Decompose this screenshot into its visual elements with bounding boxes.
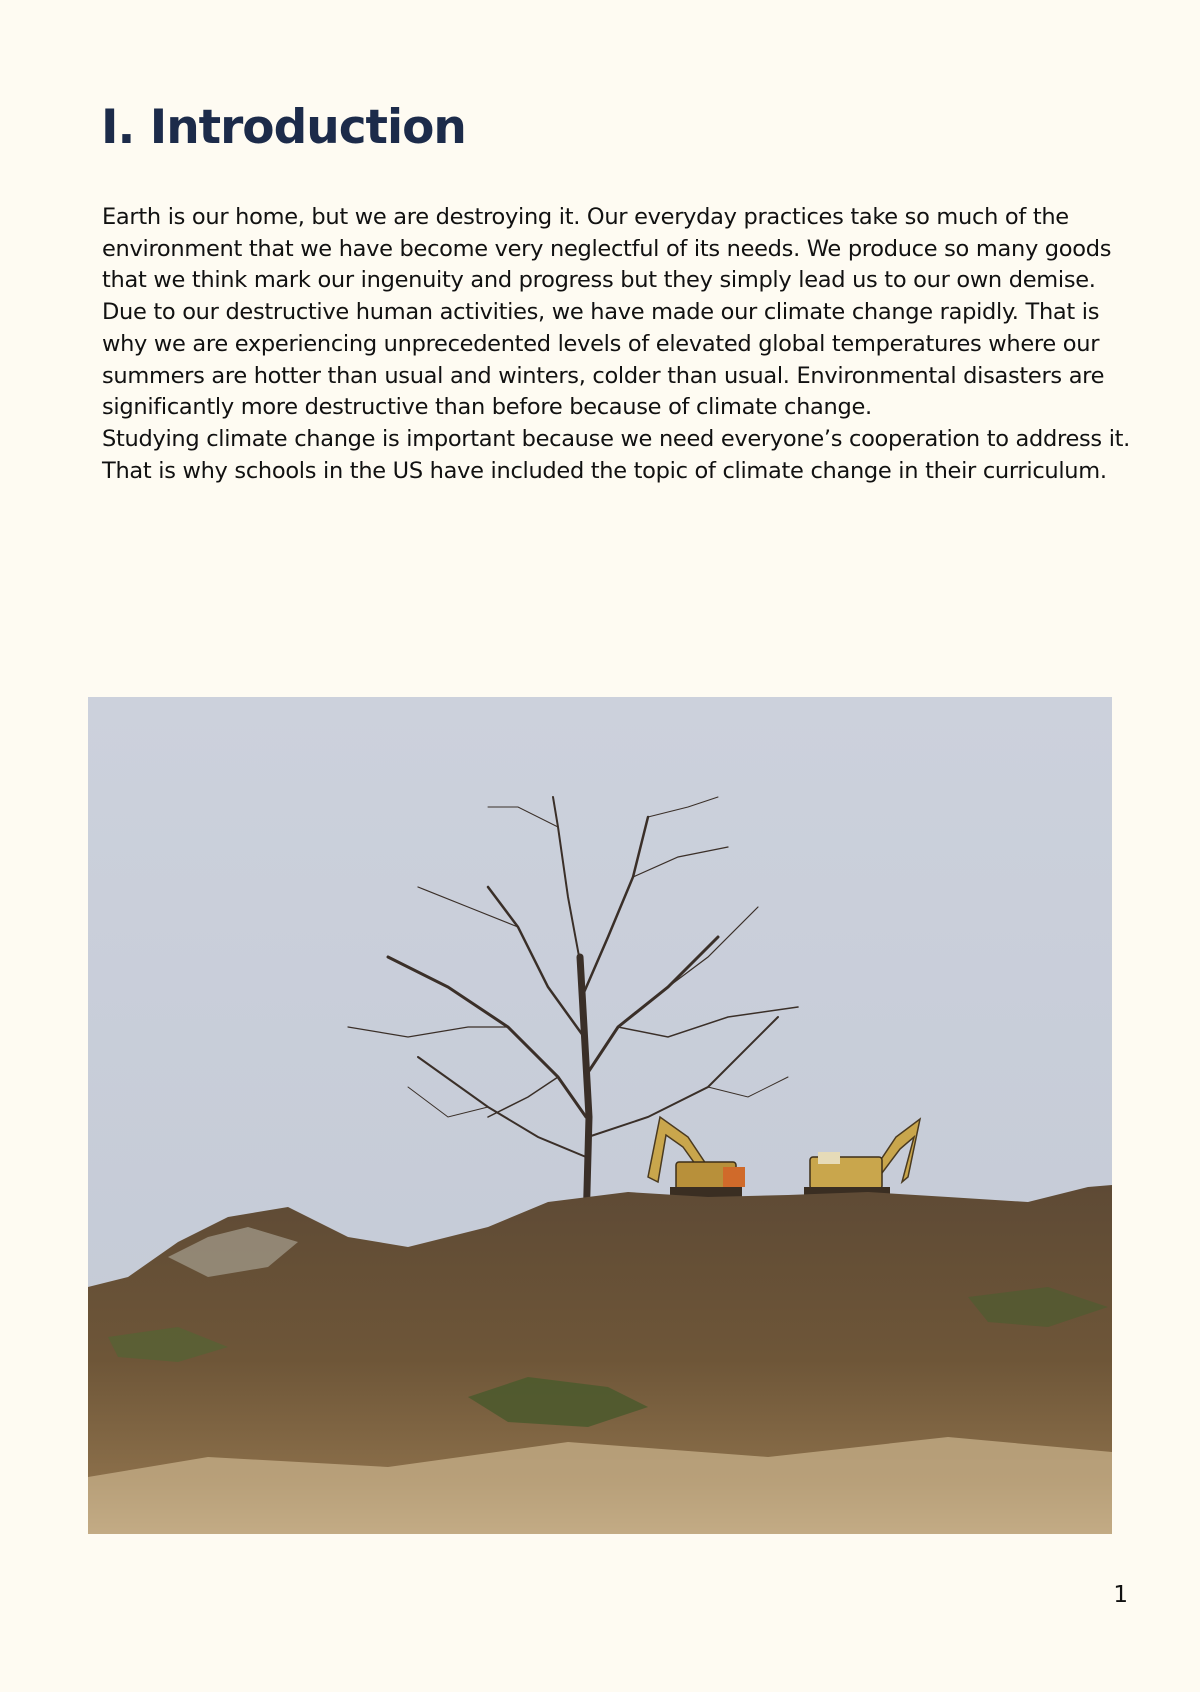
page-title: I. Introduction	[101, 100, 466, 155]
paragraph-2: Due to our destructive human activities, we have made our climate change rapidly. That is why we are experiencing unprecedented levels of elevated global temperatures where our summers are hotter than usual and winters, colder than usual. Environmental disasters are significantly more destructive than before because of climate change.	[102, 299, 1105, 421]
paragraph-1: Earth is our home, but we are destroying it. Our everyday practices take so much of the environment that we have become very neglectful of its needs. We produce so many goods that we think mark our ingenuity and progress but they simply lead us to our own demise.	[102, 204, 1112, 294]
landscape-photo	[88, 697, 1112, 1534]
paragraph-3: Studying climate change is important because we need everyone’s cooperation to address it. That is why schools in the US have included the topic of climate change in their curriculum.	[102, 425, 1131, 484]
body-text	[102, 202, 1132, 487]
page-number: 1	[1113, 1582, 1128, 1608]
